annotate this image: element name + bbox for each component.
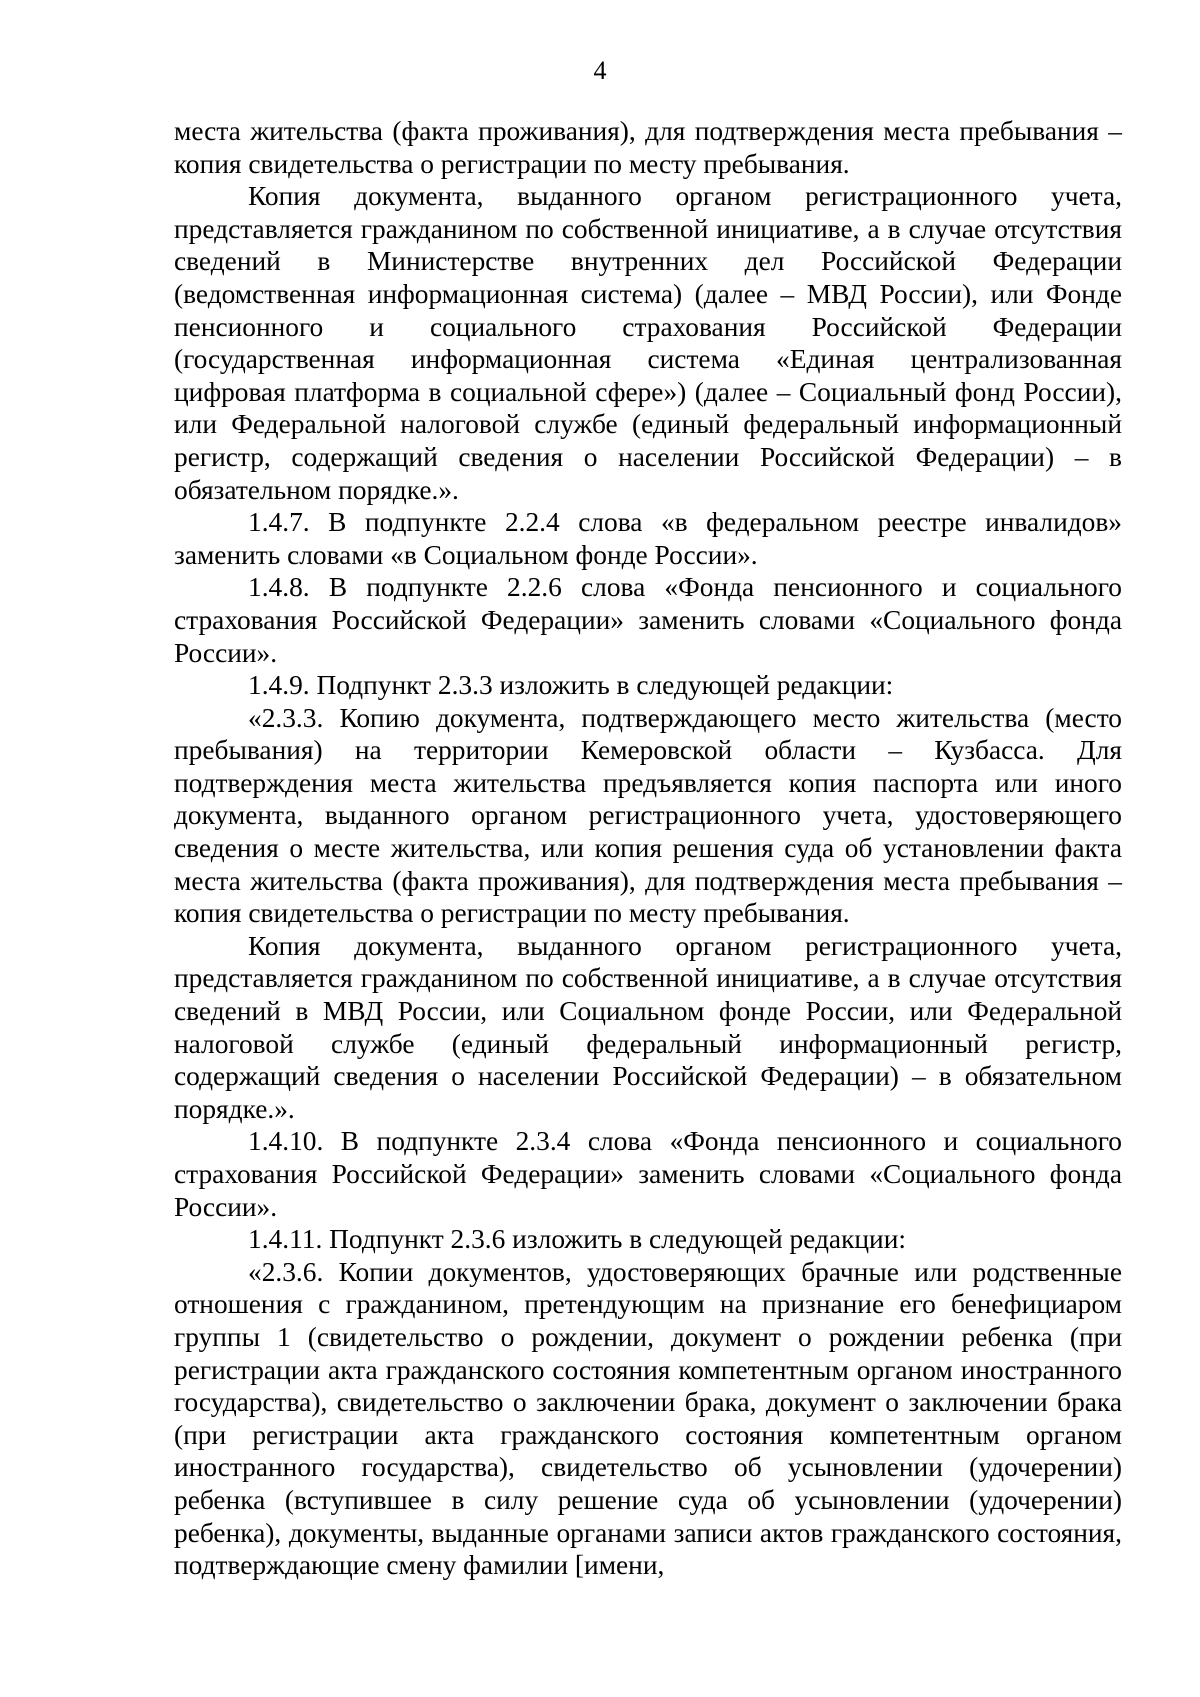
paragraph-9: 1.4.11. Подпункт 2.3.6 изложить в следующей редакции:: [248, 1224, 906, 1255]
paragraph-4: 1.4.8. В подпункте 2.2.6 слова «Фонда пенсионного и социального страхования Российской Федерации» заменить словами «Социального фонда России».: [174, 572, 1122, 668]
paragraph-6: «2.3.3. Копию документа, подтверждающего место жительства (место пребывания) на территории Кемеровской области – Кузбасса. Для подтверждения места жительства предъявляется копия паспорта или иного документа, выданного органом регистрационного учета, удостоверяющего сведения о месте жительства, или копия решения суда об установлении факта места жительства (факта проживания), для подтверждения места пребывания – копия свидетельства о регистрации по месту пребывания.: [174, 702, 1122, 929]
paragraph-5: 1.4.9. Подпункт 2.3.3 изложить в следующей редакции:: [248, 670, 894, 701]
page-number: 4: [593, 56, 607, 85]
paragraph-7: Копия документа, выданного органом регистрационного учета, представляется гражданином по собственной инициативе, а в случае отсутствия сведений в МВД России, или Социальном фонде России, или Федеральной налоговой службе (единый федеральный информационный регистр, содержащий сведения о населении Российской Федерации) – в обязательном порядке.».: [174, 930, 1122, 1124]
paragraph-8: 1.4.10. В подпункте 2.3.4 слова «Фонда пенсионного и социального страхования Российской Федерации» заменить словами «Социального фонда России».: [174, 1126, 1122, 1222]
paragraph-3: 1.4.7. В подпункте 2.2.4 слова «в федеральном реестре инвалидов» заменить словами «в Социальном фонде России».: [174, 507, 1122, 570]
paragraph-1: места жительства (факта проживания), для подтверждения места пребывания – копия свидетельства о регистрации по месту пребывания.: [174, 116, 1122, 179]
paragraph-10: «2.3.6. Копии документов, удостоверяющих брачные или родственные отношения с гражданином, претендующим на признание его бенефициаром группы 1 (свидетельство о рождении, документ о рождении ребенка (при регистрации акта гражданского состояния компетентным органом иностранного государства), свидетельство о заключении брака, документ о заключении брака (при регистрации акта гражданского состояния компетентным органом иностранного государства), свидетельство об усыновлении (удочерении) ребенка (вступившее в силу решение суда об усыновлении (удочерении) ребенка), документы, выданные органами записи актов гражданского состояния, подтверждающие смену фамилии [имени,: [174, 1256, 1122, 1581]
paragraph-2: Копия документа, выданного органом регистрационного учета, представляется гражданином по собственной инициативе, а в случае отсутствия сведений в Министерстве внутренних дел Российской Федерации (ведомственная информационная система) (далее – МВД России), или Фонде пенсионного и социального страхования Российской Федерации (государственная информационная система «Единая централизованная цифровая платформа в социальной сфере») (далее – Социальный фонд России), или Федеральной налоговой службе (единый федеральный информационный регистр, содержащий сведения о населении Российской Федерации) – в обязательном порядке.».: [174, 181, 1122, 505]
document-body: [174, 115, 1122, 1582]
